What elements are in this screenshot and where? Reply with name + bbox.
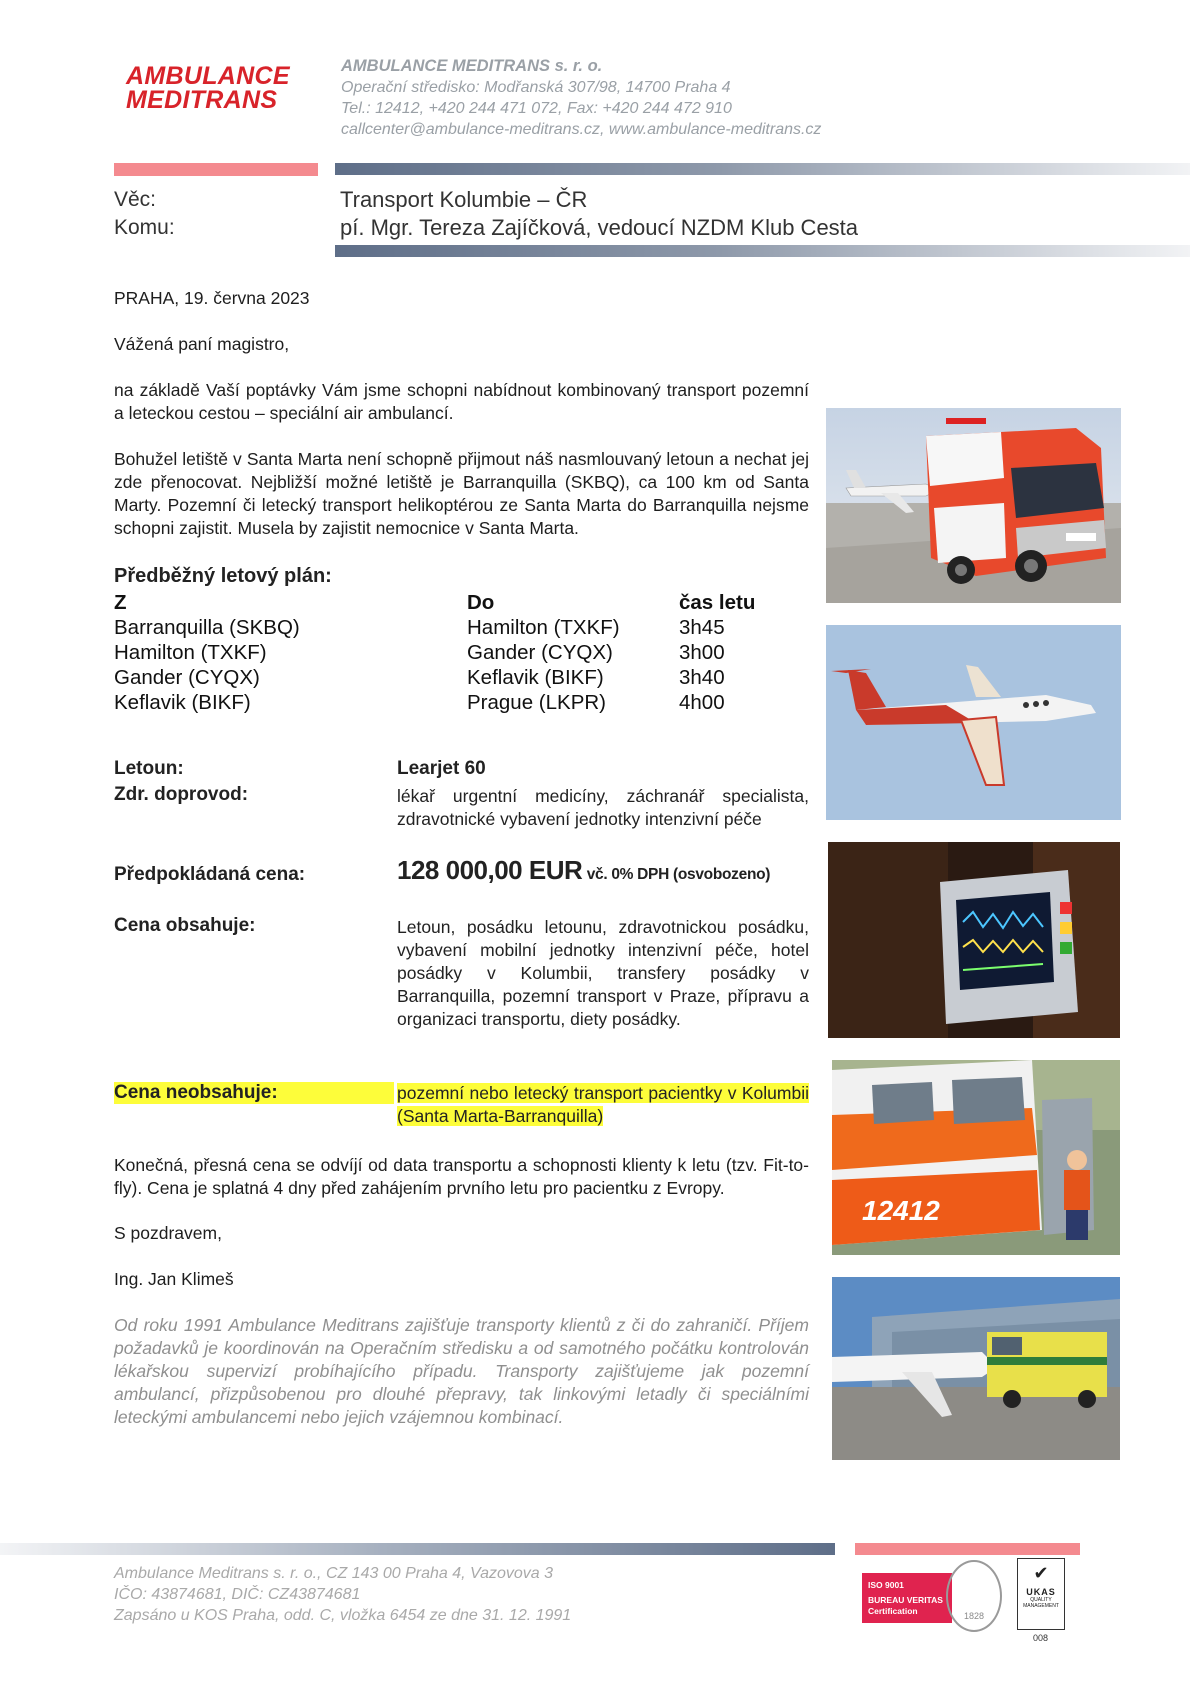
footer-registration: Zapsáno u KOS Praha, odd. C, vložka 6454 ze dne 31. 12. 1991 (114, 1607, 572, 1624)
escort-label: Zdr. doprovod: (114, 784, 249, 805)
company-contacts: callcenter@ambulance-meditrans.cz, www.ambulance-meditrans.cz (341, 121, 822, 138)
regards: S pozdravem, (114, 1223, 222, 1243)
subject-values (340, 186, 858, 242)
photo-medical-monitor (828, 842, 1120, 1038)
bureau-veritas-label: BUREAU VERITAS (868, 1595, 943, 1605)
row-3-from: Gander (CYQX) (114, 666, 260, 689)
letter-greeting: Vážená paní magistro, (114, 334, 290, 354)
row-1-time: 3h45 (679, 616, 725, 639)
footer-ids: IČO: 43874681, DIČ: CZ43874681 (114, 1586, 361, 1603)
iso-label: ISO 9001 (868, 1580, 904, 1590)
photo-ambulance-crew (832, 1060, 1120, 1255)
ukas-badge (1017, 1558, 1065, 1630)
logo-line-1: AMBULANCE (126, 62, 290, 90)
vec-value: Transport Kolumbie – ČR (340, 187, 588, 212)
price-value: 128 000,00 EUR (397, 855, 583, 885)
komu-value: pí. Mgr. Tereza Zajíčková, vedoucí NZDM Klub Cesta (340, 215, 859, 240)
escort-value: lékař urgentní medicíny, záchranář specialista, zdravotnické vybavení jednotky intenzivní péče (397, 786, 809, 829)
row-4-from: Keflavik (BIKF) (114, 691, 251, 714)
company-info (341, 56, 821, 140)
ukas-subtitle: QUALITY MANAGEMENT (1023, 1597, 1059, 1609)
row-2-time: 3h00 (679, 641, 725, 664)
row-4-time: 4h00 (679, 691, 725, 714)
company-logo (126, 64, 306, 112)
footer-red-bar (855, 1543, 1080, 1555)
logo-line-2: MEDITRANS (126, 86, 278, 114)
row-4-to: Prague (LKPR) (467, 691, 607, 714)
company-phones: Tel.: 12412, +420 244 471 072, Fax: +420 244 472 910 (341, 100, 732, 117)
subject-gradient-bar (335, 245, 1190, 257)
price-note: vč. 0% DPH (osvobozeno) (586, 866, 771, 883)
excludes-label: Cena neobsahuje: (114, 1082, 394, 1104)
ukas-number: 008 (1033, 1633, 1049, 1643)
subject-labels (114, 186, 175, 242)
photo-ambulance-with-jet (826, 408, 1121, 603)
header-red-bar (114, 163, 318, 176)
row-3-to: Keflavik (BIKF) (467, 666, 604, 689)
iso-certification-badge (862, 1573, 952, 1623)
aircraft-value: Learjet 60 (397, 758, 486, 779)
excludes-value: pozemní nebo letecký transport pacientky v Kolumbii (Santa Marta-Barranquilla) (397, 1083, 809, 1126)
row-3-time: 3h40 (679, 666, 725, 689)
excludes-label-wrap (114, 1082, 394, 1104)
footer-info (114, 1563, 571, 1626)
photo-vehicle-number: 12412 (862, 1195, 940, 1226)
bureau-veritas-seal (946, 1560, 1002, 1632)
excludes-value-wrap (397, 1082, 809, 1128)
signature: Ing. Jan Klimeš (114, 1269, 234, 1289)
header-gradient-bar (335, 163, 1190, 175)
company-name: AMBULANCE MEDITRANS s. r. o. (341, 57, 603, 75)
paragraph-airport: Bohužel letiště v Santa Marta není schopně přijmout náš nasmlouvaný letoun a nechat jej zde přenocovat. Nejbližší možné letiště je Barranquilla (SKBQ), ca 100 km od Santa Marty. Pozemní či letecký transport helikoptérou ze Santa Marta do Barranquilla nejsme schopni zajistit. Musela by zajistit nemocnice v Santa Marta. (114, 449, 809, 538)
certification-label: Certification (868, 1606, 918, 1616)
price-label: Předpokládaná cena: (114, 864, 306, 885)
row-2-from: Hamilton (TXKF) (114, 641, 267, 664)
letter-date: PRAHA, 19. června 2023 (114, 288, 310, 308)
about-company: Od roku 1991 Ambulance Meditrans zajišťuje transporty klientů z či do zahraničí. Příjem požadavků je koordinován na Operačním středisku a od samotného počátku kontrolován lékařskou supervizí probíhajícího případu. Transporty zajišťujeme jak pozemní ambulancí, přizpůsobenou pro dlouhé přepravy, tak linkovými letadly či speciálními leteckými ambulancemi nebo jejich vzájemnou kombinací. (114, 1315, 809, 1427)
footer-address: Ambulance Meditrans s. r. o., CZ 143 00 Praha 4, Vazovova 3 (114, 1565, 554, 1582)
flight-plan-heading: Předběžný letový plán: (114, 565, 332, 587)
price-line (397, 855, 817, 886)
col-header-from: Z (114, 591, 127, 614)
row-2-to: Gander (CYQX) (467, 641, 613, 664)
vec-label: Věc: (114, 188, 157, 211)
ukas-name: UKAS (1026, 1587, 1056, 1597)
includes-label: Cena obsahuje: (114, 915, 256, 936)
row-1-to: Hamilton (TXKF) (467, 616, 620, 639)
komu-label: Komu: (114, 216, 175, 239)
paragraph-offer: na základě Vaší poptávky Vám jsme schopni nabídnout kombinovaný transport pozemní a leteckou cestou – speciální air ambulancí. (114, 380, 809, 423)
row-1-from: Barranquilla (SKBQ) (114, 616, 300, 639)
col-header-time: čas letu (679, 591, 756, 614)
seal-year: 1828 (963, 1611, 985, 1621)
footer-gradient-bar (0, 1543, 835, 1555)
crown-check-icon: ✔ (1033, 1563, 1049, 1583)
final-note: Konečná, přesná cena se odvíjí od data transportu a schopnosti klienty k letu (tzv. Fit-to-fly). Cena je splatná 4 dny před zahájením prvního letu pro pacientku z Evropy. (114, 1155, 809, 1198)
photo-jet-in-flight (826, 625, 1121, 820)
photo-jet-and-ambulance-hangar (832, 1277, 1120, 1460)
col-header-to: Do (467, 591, 495, 614)
flight-plan-table (114, 590, 814, 720)
aircraft-label: Letoun: (114, 758, 184, 779)
includes-value: Letoun, posádku letounu, zdravotnickou posádku, vybavení mobilní jednotky intenzivní péče, hotel posádky v Kolumbii, transfery posádky v Barranquilla, pozemní transport v Praze, přípravu a organizaci transportu, diety posádky. (397, 917, 809, 1029)
company-address: Operační středisko: Modřanská 307/98, 14700 Praha 4 (341, 79, 731, 96)
